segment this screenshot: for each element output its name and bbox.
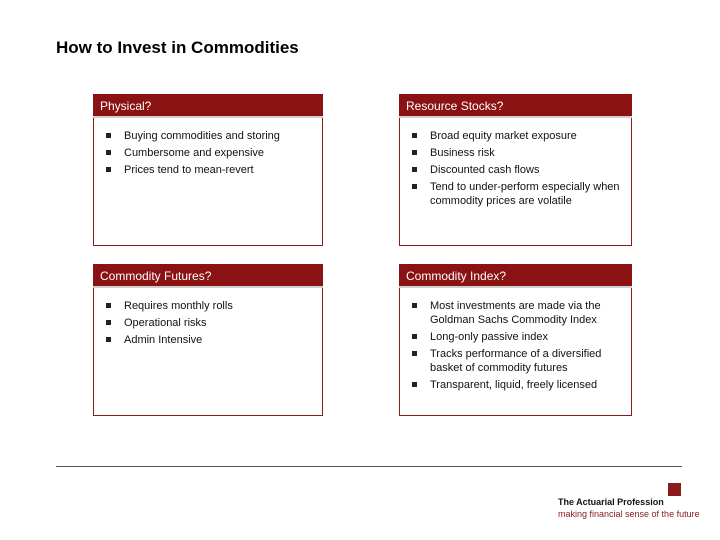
- square-bullet-icon: [106, 150, 111, 155]
- list-item: Operational risks: [106, 316, 314, 330]
- list-item: Transparent, liquid, freely licensed: [412, 378, 623, 392]
- panel-header: Commodity Futures?: [93, 264, 323, 288]
- list-item: Business risk: [412, 146, 623, 160]
- list-item: Long-only passive index: [412, 330, 623, 344]
- panel-header: Commodity Index?: [399, 264, 632, 288]
- list-item: Most investments are made via the Goldman Sachs Commodity Index: [412, 299, 623, 327]
- panel-header: Physical?: [93, 94, 323, 118]
- square-bullet-icon: [412, 303, 417, 308]
- bullet-list: [94, 299, 322, 350]
- panel-commodity-futures: [93, 264, 323, 416]
- panel-physical: [93, 94, 323, 246]
- list-item: Tracks performance of a diversified basket of commodity futures: [412, 347, 623, 375]
- square-bullet-icon: [412, 334, 417, 339]
- square-bullet-icon: [412, 184, 417, 189]
- list-item: Cumbersome and expensive: [106, 146, 314, 160]
- list-item: Broad equity market exposure: [412, 129, 623, 143]
- footer-divider: [56, 466, 682, 467]
- logo-name: The Actuarial Profession: [558, 497, 664, 507]
- square-bullet-icon: [106, 167, 111, 172]
- list-item: Discounted cash flows: [412, 163, 623, 177]
- square-bullet-icon: [412, 167, 417, 172]
- square-bullet-icon: [106, 303, 111, 308]
- bullet-list: [400, 299, 631, 395]
- list-item: Buying commodities and storing: [106, 129, 314, 143]
- square-bullet-icon: [106, 320, 111, 325]
- list-item: Requires monthly rolls: [106, 299, 314, 313]
- square-bullet-icon: [412, 150, 417, 155]
- bullet-list: [400, 129, 631, 211]
- panel-header: Resource Stocks?: [399, 94, 632, 118]
- square-bullet-icon: [412, 351, 417, 356]
- list-item: Tend to under-perform especially when commodity prices are volatile: [412, 180, 623, 208]
- square-bullet-icon: [412, 382, 417, 387]
- logo-tagline: making financial sense of the future: [558, 509, 700, 519]
- square-bullet-icon: [106, 133, 111, 138]
- bullet-list: [94, 129, 322, 180]
- logo-square-icon: [668, 483, 681, 496]
- panel-resource-stocks: [399, 94, 632, 246]
- panel-commodity-index: [399, 264, 632, 416]
- square-bullet-icon: [106, 337, 111, 342]
- square-bullet-icon: [412, 133, 417, 138]
- slide-title: How to Invest in Commodities: [56, 38, 299, 57]
- list-item: Admin Intensive: [106, 333, 314, 347]
- list-item: Prices tend to mean-revert: [106, 163, 314, 177]
